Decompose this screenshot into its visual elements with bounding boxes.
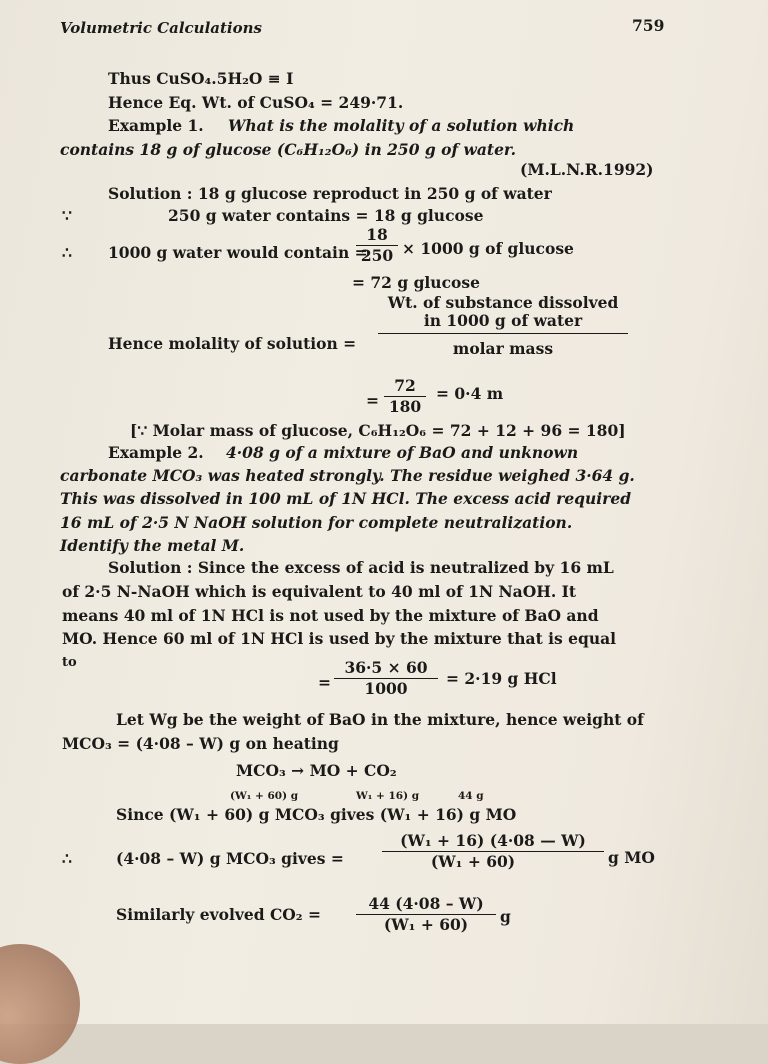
would-contain-lhs: 1000 g water would contain = xyxy=(108,243,368,262)
fraction-denominator: 1000 xyxy=(364,679,408,698)
example-1-reference: (M.L.N.R.1992) xyxy=(520,160,654,179)
fraction-hcl xyxy=(334,659,438,698)
solution-2-line-3: means 40 ml of 1N HCl is not used by the mixture of BaO and xyxy=(62,606,599,625)
example-2-label: Example 2. xyxy=(108,443,204,462)
molality-numerator xyxy=(378,294,628,334)
molality-fraction xyxy=(378,294,628,358)
fraction-numerator: 72 xyxy=(384,377,426,397)
let-w-line: Let Wg be the weight of BaO in the mixture, hence weight of xyxy=(116,710,644,729)
solution-2-line-2: of 2·5 N-NaOH which is equivalent to 40 ml of 1N NaOH. It xyxy=(62,582,577,601)
fraction-denominator: (W₁ + 60) xyxy=(383,915,469,934)
equals-sign-2: = xyxy=(318,673,331,692)
would-contain-rhs: × 1000 g of glucose xyxy=(402,239,574,258)
reaction-mass-mo: W₁ + 16) g xyxy=(356,790,420,802)
eq-weight-line: Hence Eq. Wt. of CuSO₄ = 249·71. xyxy=(108,93,404,112)
water-contains-line: 250 g water contains = 18 g glucose xyxy=(168,206,484,225)
since-line: Since (W₁ + 60) g MCO₃ gives (W₁ + 16) g MO xyxy=(116,805,517,824)
mo-unit: g MO xyxy=(608,848,655,867)
fraction-denominator: (W₁ + 60) xyxy=(430,852,516,871)
fraction-numerator: (W₁ + 16) (4·08 — W) xyxy=(382,832,604,852)
example-2-question-line-4: 16 mL of 2·5 N NaOH solution for complete neutralization. xyxy=(60,513,573,532)
hcl-result: = 2·19 g HCl xyxy=(446,669,557,688)
molality-denominator: molar mass xyxy=(452,339,554,358)
therefore-symbol-2: ∴ xyxy=(62,849,72,868)
reaction-mass-co2: 44 g xyxy=(458,790,484,802)
example-1-question-line-1: What is the molality of a solution which xyxy=(228,116,575,135)
fraction-18-over-250 xyxy=(356,226,398,265)
fraction-co2 xyxy=(356,895,496,934)
because-symbol: ∵ xyxy=(62,206,72,225)
molality-lhs: Hence molality of solution = xyxy=(108,334,357,353)
running-title: Volumetric Calculations xyxy=(60,19,262,37)
example-2-question-line-1: 4·08 g of a mixture of BaO and unknown xyxy=(226,443,579,462)
solution-1-intro: Solution : 18 g glucose reproduct in 250 g of water xyxy=(108,184,552,203)
reaction-equation: MCO₃ → MO + CO₂ xyxy=(236,761,397,780)
example-2-question-line-2: carbonate MCO₃ was heated strongly. The residue weighed 3·64 g. xyxy=(60,466,635,485)
fraction-72-over-180 xyxy=(384,377,426,416)
therefore-symbol: ∴ xyxy=(62,243,72,262)
mco3-weight-line: MCO₃ = (4·08 – W) g on heating xyxy=(62,734,339,753)
example-1-label: Example 1. xyxy=(108,116,204,135)
similarly-lhs: Similarly evolved CO₂ = xyxy=(116,905,321,924)
example-2-question-line-3: This was dissolved in 100 mL of 1N HCl. The excess acid required xyxy=(60,489,632,508)
fraction-denominator: 250 xyxy=(360,246,394,265)
fraction-denominator: 180 xyxy=(388,397,422,416)
fraction-numerator: 18 xyxy=(356,226,398,246)
fraction-numerator: 44 (4·08 – W) xyxy=(356,895,496,915)
solution-2-line-4: MO. Hence 60 ml of 1N HCl is used by the mixture that is equal xyxy=(62,629,617,648)
molality-numerator-line-2: in 1000 g of water xyxy=(423,311,583,330)
thus-line: Thus CuSO₄.5H₂O ≡ I xyxy=(108,69,294,88)
fraction-mo xyxy=(382,832,604,871)
molar-mass-note: [∵ Molar mass of glucose, C₆H₁₂O₆ = 72 + 12 + 96 = 180] xyxy=(130,421,626,440)
finger-shadow xyxy=(0,944,80,1064)
molality-numerator-line-1: Wt. of substance dissolved xyxy=(387,293,619,312)
example-1-question-line-2: contains 18 g of glucose (C₆H₁₂O₆) in 250 g of water. xyxy=(60,140,517,159)
solution-2-line-5: to xyxy=(62,655,77,670)
page-number: 759 xyxy=(632,16,665,35)
solution-2-line-1: Solution : Since the excess of acid is neutralized by 16 mL xyxy=(108,558,614,577)
glucose-72-line: = 72 g glucose xyxy=(352,273,480,292)
gives-lhs: (4·08 – W) g MCO₃ gives = xyxy=(116,849,344,868)
molality-result: = 0·4 m xyxy=(436,384,504,403)
equals-sign-1: = xyxy=(366,391,379,410)
reaction-mass-mco3: (W₁ + 60) g xyxy=(230,790,299,802)
fraction-numerator: 36·5 × 60 xyxy=(334,659,438,679)
example-2-question-line-5: Identify the metal M. xyxy=(60,536,245,555)
co2-unit: g xyxy=(500,907,511,926)
